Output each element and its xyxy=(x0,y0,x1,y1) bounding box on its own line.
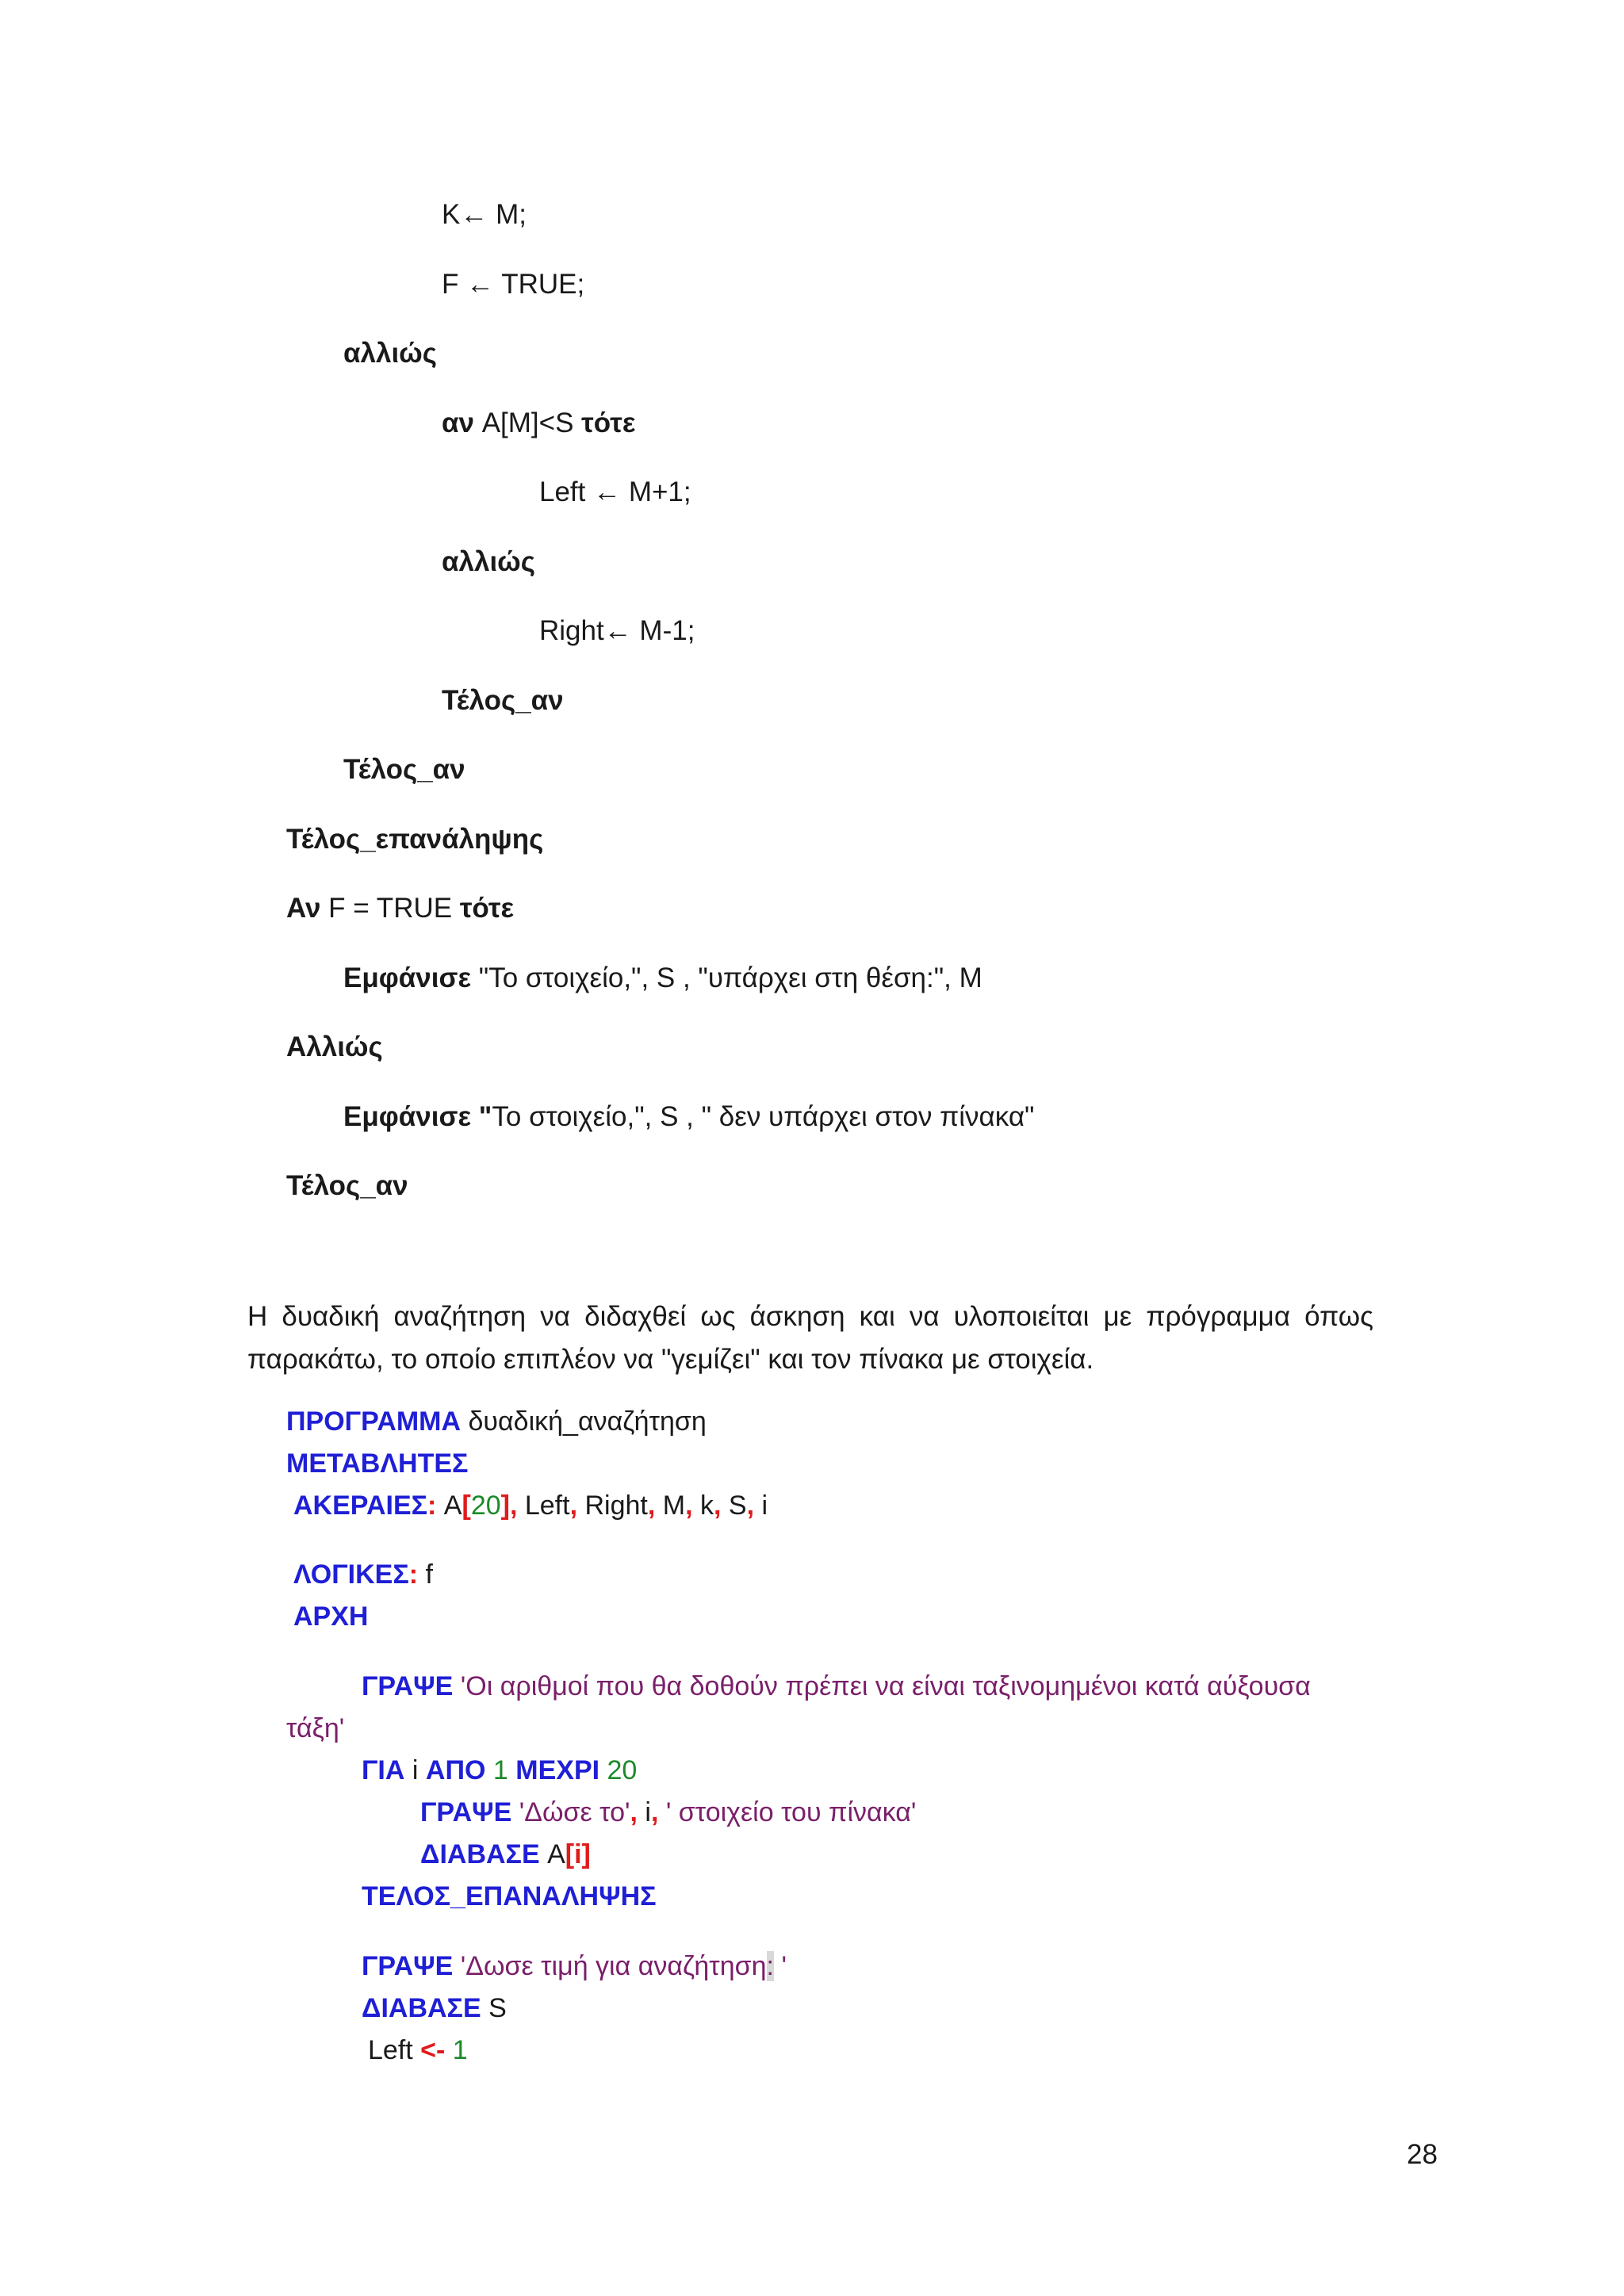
code-punct: : xyxy=(427,1490,437,1521)
code-text: S xyxy=(721,1490,747,1521)
pseudo-line xyxy=(442,197,527,232)
pseudo-keyword: Τέλος_επανάληψης xyxy=(286,824,544,855)
code-line xyxy=(362,1753,637,1788)
pseudo-keyword: αλλιώς xyxy=(442,546,535,577)
code-line xyxy=(362,1879,657,1914)
pseudo-line xyxy=(286,891,514,926)
code-keyword: ΓΡΑΨΕ xyxy=(420,1797,512,1827)
code-punct: , xyxy=(746,1490,755,1521)
code-string: ' xyxy=(774,1951,787,1981)
code-punct: , xyxy=(714,1490,722,1521)
pseudo-text: K← M; xyxy=(442,199,527,230)
code-keyword: ΠΡΟΓΡΑΜΜΑ xyxy=(286,1406,462,1437)
pseudo-line xyxy=(442,267,584,302)
pseudo-text: F = TRUE xyxy=(320,893,460,924)
page-number: 28 xyxy=(1407,2139,1438,2170)
pseudo-text: Left ← M+1; xyxy=(539,476,691,507)
code-punct: , xyxy=(650,1797,659,1827)
pseudo-line xyxy=(343,752,465,787)
code-line xyxy=(293,1599,368,1634)
code-line xyxy=(286,1404,707,1439)
pseudo-line xyxy=(343,961,982,996)
pseudo-text: Right← M-1; xyxy=(539,615,695,646)
code-keyword: ΑΠΟ xyxy=(425,1755,486,1785)
code-punct: , xyxy=(685,1490,693,1521)
code-punct: : xyxy=(408,1559,419,1590)
code-line xyxy=(362,1949,787,1984)
code-keyword: ΓΡΑΨΕ xyxy=(362,1951,454,1981)
pseudo-text: F ← TRUE; xyxy=(442,269,585,300)
code-keyword: ΓΡΑΨΕ xyxy=(362,1671,454,1701)
pseudo-line xyxy=(442,683,564,718)
code-string: 'Οι αριθμοί που θα δοθούν πρέπει να είναι ταξινομημένοι κατά αύξουσα xyxy=(453,1671,1311,1701)
code-keyword: ΤΕΛΟΣ_ΕΠΑΝΑΛΗΨΗΣ xyxy=(362,1881,657,1911)
code-keyword: ΔΙΑΒΑΣΕ xyxy=(362,1993,481,2023)
pseudo-line xyxy=(343,1100,1034,1135)
pseudo-keyword: Εμφάνισε " xyxy=(343,1101,492,1132)
pseudo-line xyxy=(442,545,535,580)
code-text: i xyxy=(404,1755,426,1785)
code-line xyxy=(293,1488,768,1523)
pseudo-keyword: Τέλος_αν xyxy=(343,754,465,785)
code-punct: [ xyxy=(462,1490,471,1521)
pseudo-line xyxy=(539,475,691,510)
pseudo-line xyxy=(343,336,437,371)
code-text: δυαδική_αναζήτηση xyxy=(461,1406,707,1437)
code-keyword: ΑΚΕΡΑΙΕΣ xyxy=(293,1490,428,1521)
pseudo-keyword: Αλλιώς xyxy=(286,1031,383,1062)
code-line xyxy=(286,1711,344,1746)
code-text: S xyxy=(481,1993,507,2023)
code-keyword: ΔΙΑΒΑΣΕ xyxy=(420,1839,540,1869)
pseudo-keyword: Τέλος_αν xyxy=(286,1170,408,1201)
code-line xyxy=(293,1557,433,1592)
code-line xyxy=(286,1446,468,1481)
pseudo-line xyxy=(539,614,695,649)
code-string: τάξη' xyxy=(286,1713,345,1743)
body-paragraph: Η δυαδική αναζήτηση να διδαχθεί ως άσκηση και να υλοποιείται με πρόγραμμα όπως παρακάτω, το οποίο επιπλέον να "γεμίζει" και τον πίνακα με στοιχεία. xyxy=(247,1301,1373,1375)
code-line xyxy=(362,1991,507,2026)
code-string: 'Δώσε το' xyxy=(511,1797,630,1827)
code-text: i xyxy=(754,1490,768,1521)
code-punct: [ xyxy=(565,1839,575,1869)
pseudo-keyword: αν xyxy=(442,408,474,438)
code-text: A xyxy=(539,1839,565,1869)
pseudo-line xyxy=(286,1030,383,1065)
code-text: Left xyxy=(368,2035,413,2065)
code-keyword: ΜΕΤΑΒΛΗΤΕΣ xyxy=(286,1448,469,1479)
pseudo-keyword: τότε xyxy=(459,893,515,924)
code-operator: <- xyxy=(412,2035,446,2065)
code-text: f xyxy=(418,1559,433,1590)
code-punct: ] xyxy=(581,1839,591,1869)
pseudo-line xyxy=(286,822,543,857)
pseudo-text: A[M]<S xyxy=(473,408,582,438)
code-text: Right xyxy=(577,1490,648,1521)
code-text: i xyxy=(574,1839,582,1869)
code-keyword: ΓΙΑ xyxy=(362,1755,405,1785)
code-string: 'Δωσε τιμή για αναζήτηση xyxy=(453,1951,767,1981)
pseudo-text: Το στοιχείο,", S , " δεν υπάρχει στον πίνακα" xyxy=(492,1101,1035,1132)
code-number: 1 xyxy=(445,2035,468,2065)
code-punct: , xyxy=(569,1490,578,1521)
pseudo-text: "Το στοιχείο,", S , "υπάρχει στη θέση:", M xyxy=(471,962,982,993)
code-line xyxy=(420,1837,591,1872)
pseudo-keyword: αλλιώς xyxy=(343,338,437,369)
code-highlight: : xyxy=(766,1951,774,1981)
pseudo-line xyxy=(442,406,635,441)
pseudo-keyword: Τέλος_αν xyxy=(442,685,564,716)
pseudo-keyword: τότε xyxy=(581,408,636,438)
code-punct: , xyxy=(630,1797,638,1827)
code-line xyxy=(362,1669,1311,1704)
code-number: 1 xyxy=(485,1755,516,1785)
code-text: M xyxy=(655,1490,686,1521)
code-number: 20 xyxy=(470,1490,501,1521)
pseudo-keyword: Αν xyxy=(286,893,321,924)
pseudo-keyword: Εμφάνισε xyxy=(343,962,472,993)
code-string: ' στοιχείο του πίνακα' xyxy=(658,1797,917,1827)
code-line xyxy=(420,1795,916,1830)
code-line xyxy=(368,2033,468,2068)
code-punct: , xyxy=(647,1490,656,1521)
code-text: A xyxy=(436,1490,462,1521)
code-keyword: ΑΡΧΗ xyxy=(293,1601,369,1632)
pseudo-line xyxy=(286,1169,408,1203)
code-keyword: ΛΟΓΙΚΕΣ xyxy=(293,1559,409,1590)
code-text: Left xyxy=(517,1490,570,1521)
code-number: 20 xyxy=(599,1755,638,1785)
code-punct: ], xyxy=(500,1490,518,1521)
code-text: i xyxy=(637,1797,651,1827)
code-keyword: ΜΕΧΡΙ xyxy=(515,1755,600,1785)
code-text: k xyxy=(692,1490,714,1521)
